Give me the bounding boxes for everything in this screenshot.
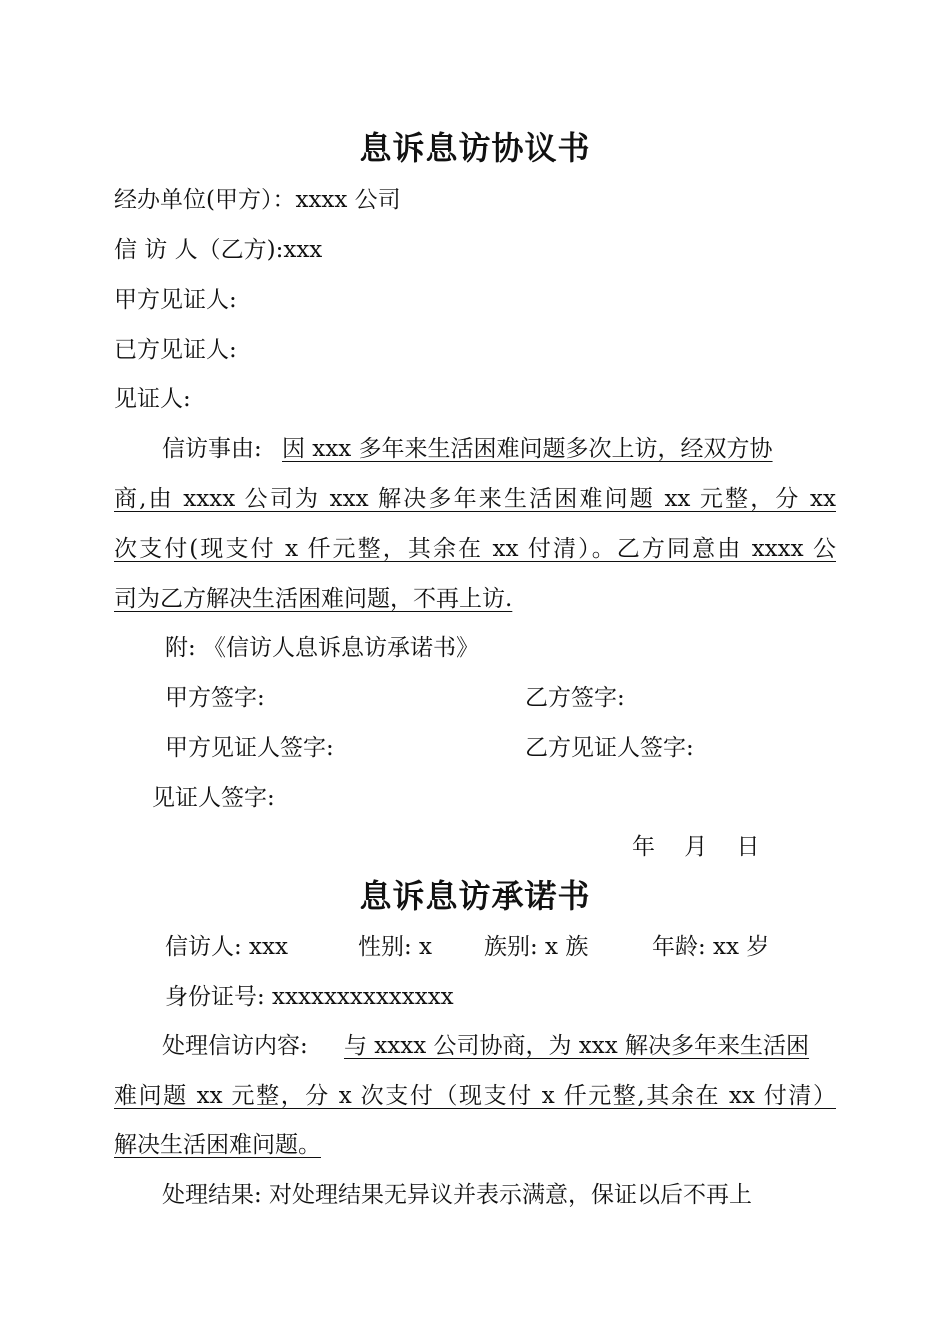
content-label: 处理信访内容: — [162, 1033, 308, 1059]
witness-a-line: 甲方见证人: — [114, 287, 237, 313]
petitioner-field: 信访人: xxx — [165, 934, 288, 960]
pledge-title: 息诉息访承诺书 — [359, 877, 591, 915]
sign-witness-a: 甲方见证人签字: — [165, 735, 334, 761]
reason-line-4: 司为乙方解决生活困难问题，不再上访. — [114, 586, 513, 612]
witness-line: 见证人: — [114, 386, 191, 412]
id-number-field: 身份证号: xxxxxxxxxxxxxx — [165, 984, 454, 1010]
content-line-3: 解决生活困难问题。 — [114, 1132, 321, 1158]
sign-b: 乙方签字: — [525, 685, 625, 711]
attachment-line: 附: 《信访人息诉息访承诺书》 — [165, 635, 480, 661]
result-line: 处理结果: 对处理结果无异议并表示满意，保证以后不再上 — [162, 1182, 753, 1208]
reason-line-2: 商,由 xxxx 公司为 xxx 解决多年来生活困难问题 xx 元整，分 xx — [114, 486, 836, 512]
sign-a: 甲方签字: — [165, 685, 265, 711]
ethnicity-field: 族别: x 族 — [484, 934, 589, 960]
gender-field: 性别: x — [358, 934, 433, 960]
sign-witness: 见证人签字: — [152, 785, 275, 811]
party-a-line: 经办单位(甲方）：xxxx 公司 — [114, 187, 401, 213]
date-line: 年 月 日 — [632, 834, 760, 860]
reason-line-3: 次支付(现支付 x 仟元整，其余在 xx 付清）。乙方同意由 xxxx 公 — [114, 536, 836, 562]
content-line-1: 与 xxxx 公司协商，为 xxx 解决多年来生活困 — [344, 1033, 810, 1059]
agreement-title: 息诉息访协议书 — [359, 129, 591, 167]
witness-b-line: 已方见证人: — [114, 337, 237, 363]
party-b-line: 信 访 人（乙方):xxx — [114, 237, 323, 263]
sign-witness-b: 乙方见证人签字: — [525, 735, 694, 761]
reason-label: 信访事由: — [162, 436, 262, 462]
reason-line-1: 因 xxx 多年来生活困难问题多次上访，经双方协 — [282, 436, 773, 462]
content-line-2: 难问题 xx 元整，分 x 次支付（现支付 x 仟元整,其余在 xx 付清） — [114, 1083, 836, 1109]
age-field: 年龄: xx 岁 — [652, 934, 770, 960]
